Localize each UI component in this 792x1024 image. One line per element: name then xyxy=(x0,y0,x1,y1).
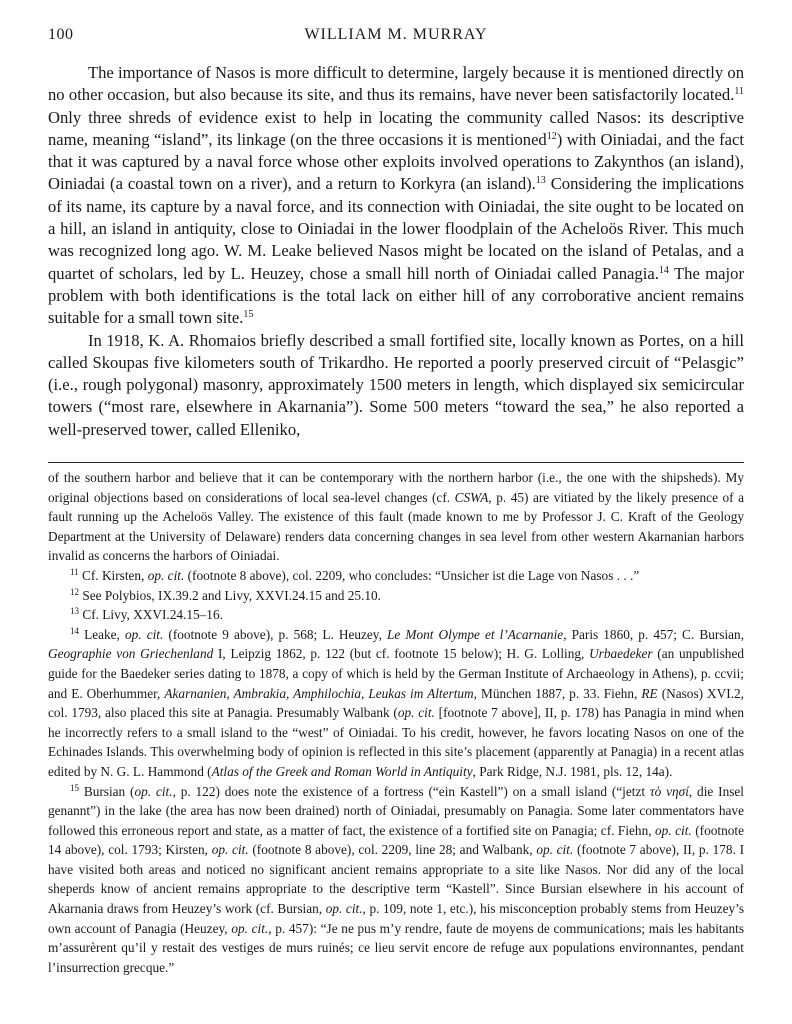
footnote-number: 15 xyxy=(70,782,79,793)
footnote-number: 12 xyxy=(70,586,79,597)
paragraph: The importance of Nasos is more difficult to determine, largely because it is mentioned directly on no other occasion, but also because its site, and thus its remains, have never been satisfactorily located.$^{11}$ Only three shreds of evidence exist to help in locating the community called Nasos: its descriptive name, meaning “island”, its linkage (on the three occasions it is mentioned$^{12}$) with Oiniadai, and the fact that it was captured by a naval force whose other exploits involved operations to Zakynthos (an island), Oiniadai (a coastal town on a river), and a return to Korkyra (an island).$^{13}$ Considering the implications of its name, its capture by a naval force, and its connection with Oiniadai, the site ought to be located on a hill, an island in antiquity, close to Oiniadai in the lower floodplain of the Acheloös River. This much was recognized long ago. W. M. Leake believed Nasos might be located on the island of Petalas, and a quartet of scholars, led by L. Heuzey, chose a small hill north of Oiniadai called Panagia.$^{14}$ The major problem with both identifications is the total lack on either hill of any corroborative ancient remains suitable for a small town site.$^{15}$ xyxy=(48,63,744,328)
footnote: $^{13}$ Cf. Livy, XXVI.24.15–16. xyxy=(70,606,223,623)
footnote-ref[interactable]: 14 xyxy=(658,264,669,276)
footnote: $^{11}$ Cf. Kirsten, op. cit. (footnote 8 above), col. 2209, who concludes: “Unsicher ist die Lage von Nasos . . .” xyxy=(70,566,640,583)
footnote-ref[interactable]: 13 xyxy=(535,175,546,187)
paragraph: In 1918, K. A. Rhomaios briefly described a small fortified site, locally known as Portes, on a hill called Skoupas five kilometers south of Trikardho. He reported a poorly preserved circuit of “Pelasgic” (i.e., rough polygonal) masonry, approximately 1500 meters in length, which displayed six semicircular towers (“most rare, elsewhere in Akarnania”). Some 500 meters “toward the sea,” he also reported a well-preserved tower, called Elleniko, xyxy=(48,330,744,439)
running-head: WILLIAM M. MURRAY xyxy=(304,26,488,43)
footnotes xyxy=(48,468,744,977)
footnote-ref[interactable]: 11 xyxy=(734,86,744,98)
footnote-number: 11 xyxy=(70,566,79,577)
footnote: $^{12}$ See Polybios, IX.39.2 and Livy, XXVI.24.15 and 25.10. xyxy=(70,586,381,603)
main-text xyxy=(48,62,744,441)
footnote: $^{15}$ Bursian (op. cit., p. 122) does note the existence of a fortress (“ein Kastell”) on a small island (“jetzt τὸ νησί, die Insel genannt”) in the lake (the area has now been drained) north of Oiniadai, presumably on Panagia. Some later commentators have followed this erroneous report and state, as a matter of fact, the existence of a fortified site on Panagia; cf. Fiehn, op. cit. (footnote 14 above), col. 1793; Kirsten, op. cit. (footnote 8 above), col. 2209, line 28; and Walbank, op. cit. (footnote 7 above), II, p. 178. I have visited both areas and noticed no significant ancient remains appropriate to a site like Nasos. Nor did any of the local sheperds know of ancient remains appropriate to the descriptive term “Kastell”. Since Bursian elsewhere in his account of Akarnania draws from Heuzey’s work (cf. Bursian, op. cit., p. 109, note 1, etc.), his misconception probably stems from Heuzey’s own account of Panagia (Heuzey, op. cit., p. 457): “Je ne pus m’y rendre, faute de moyens de communications; mais les habitants m’assurèrent qu’il y restait des vestiges de murs ruinés; ce lieu servit encore de refuge aux populations environnantes, pendant l’insurrection grecque.” xyxy=(48,782,745,975)
page-header xyxy=(48,26,744,50)
footnote-divider xyxy=(48,462,744,463)
footnote-continued: of the southern harbor and believe that it can be contemporary with the northern harbor (i.e., the one with the shipsheds). My original objections based on considerations of local sea-level changes (cf. CSWA, p. 45) are vitiated by the likely presence of a fault running up the Acheloös Valley. The existence of this fault (made known to me by Professor J. C. Kraft of the Geology Department at the University of Delaware) renders data concerning changes in sea level from other western Akarnanian harbors invalid as concerns the harbors of Oiniadai. xyxy=(48,470,744,564)
footnote-ref[interactable]: 12 xyxy=(546,130,557,142)
footnote-number: 14 xyxy=(70,625,79,636)
page-number: 100 xyxy=(48,26,74,43)
footnote-number: 13 xyxy=(70,606,79,617)
footnote: $^{14}$ Leake, op. cit. (footnote 9 above), p. 568; L. Heuzey, Le Mont Olympe et l’Acarnanie, Paris 1860, p. 457; C. Bursian, Geographie von Griechenland I, Leipzig 1862, p. 122 (but cf. footnote 15 below); H. G. Lolling, Urbaedeker (an unpublished guide for the Baedeker series dating to 1878, a copy of which is held by the German Institute of Archaeology in Athens), p. ccvii; and E. Oberhummer, Akarnanien, Ambrakia, Amphilochia, Leukas im Altertum, München 1887, p. 33. Fiehn, RE (Nasos) XVI.2, col. 1793, also placed this site at Panagia. Presumably Walbank (op. cit. [footnote 7 above], II, p. 178) has Panagia in mind when he incorrectly refers to a small island to the “west” of Oiniadai. To his credit, however, he favors locating Nasos on one of the Echinades Islands. This overwhelming body of opinion is reflected in this site’s placement (apparently at Panagia) in a recent atlas edited by N. G. L. Hammond (Atlas of the Greek and Roman World in Antiquity, Park Ridge, N.J. 1981, pls. 12, 14a). xyxy=(48,625,745,779)
footnote-ref[interactable]: 15 xyxy=(243,309,254,321)
